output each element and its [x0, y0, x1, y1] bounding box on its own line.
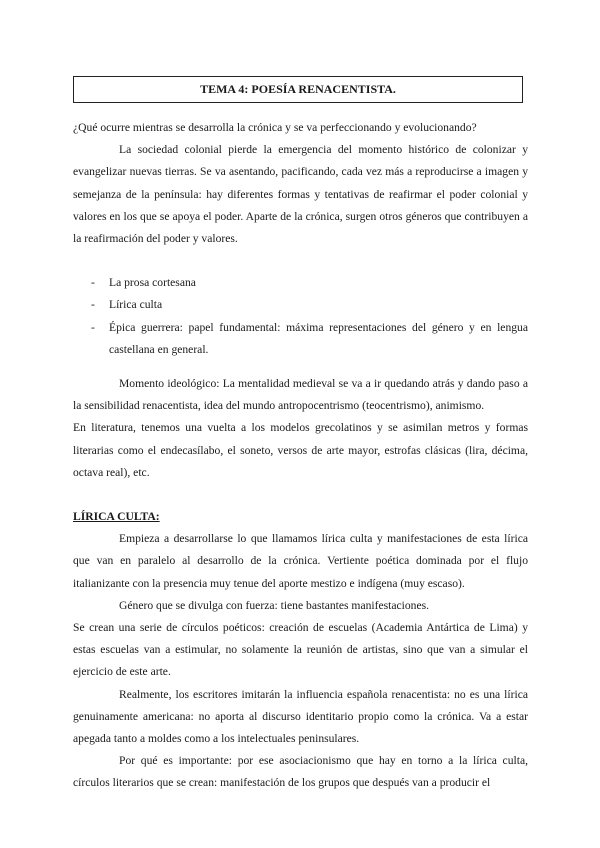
list-item: - La prosa cortesana	[73, 272, 528, 294]
page-title: TEMA 4: POESÍA RENACENTISTA.	[73, 76, 523, 103]
lirica-paragraph-2: Género que se divulga con fuerza: tiene bastantes manifestaciones.	[119, 598, 430, 612]
lirica-paragraph-5: Por qué es importante: por ese asociacionismo que hay en torno a la lírica culta, círculos literarios que se crean: manifestación de los grupos que después van a producir el	[73, 754, 528, 790]
list-item: - Épica guerrera: papel fundamental: máxima representaciones del género y en lengua castellana en general.	[73, 317, 528, 361]
intro-paragraph: La sociedad colonial pierde la emergencia del momento histórico de colonizar y evangelizar nuevas tierras. Se va asentando, pacificando, cada vez más a reproducirse a imagen y semejanza de la península: hay diferentes formas y tentativas de reafirmar el poder colonial y valores en los que se apoya el poder. Aparte de la crónica, surgen otros géneros que contribuyen a la reafirmación del poder y valores.	[73, 143, 528, 246]
document-body	[73, 117, 528, 795]
genre-list	[73, 272, 528, 361]
section-heading: LÍRICA CULTA:	[73, 510, 160, 524]
lirica-paragraph-4: Realmente, los escritores imitarán la influencia española renacentista: no es una lírica genuinamente americana: no aporta al discurso identitario propio como la crónica. Va a estar apegada tanto a moldes como a los intelectuales peninsulares.	[73, 687, 528, 746]
ideology-paragraph: Momento ideológico: La mentalidad medieval se va a ir quedando atrás y dando paso a la sensibilidad renacentista, idea del mundo antropocentrismo (teocentrismo), animismo.	[73, 377, 528, 413]
spacer	[73, 361, 528, 373]
lirica-paragraph-3: Se crean una serie de círculos poéticos: creación de escuelas (Academia Antártica de Lima) y estas escuelas van a estimular, no solamente la reunión de artistas, sino que van a simular el ejercicio de este arte.	[73, 621, 528, 679]
spacer	[73, 250, 528, 272]
literature-paragraph: En literatura, tenemos una vuelta a los modelos grecolatinos y se asimilan metros y formas literarias como el endecasílabo, el soneto, versos de arte mayor, estrofas clásicas (lira, décima, octava real), etc.	[73, 421, 528, 479]
list-item: - Lírica culta	[73, 294, 528, 316]
intro-question: ¿Qué ocurre mientras se desarrolla la crónica y se va perfeccionando y evolucionando?	[73, 121, 477, 134]
lirica-paragraph-1: Empieza a desarrollarse lo que llamamos lírica culta y manifestaciones de esta lírica que van en paralelo al desarrollo de la crónica. Vertiente poética dominada por el flujo italianizante con la presencia muy tenue del aporte mestizo e indígena (muy escaso).	[73, 532, 528, 590]
spacer	[73, 484, 528, 506]
